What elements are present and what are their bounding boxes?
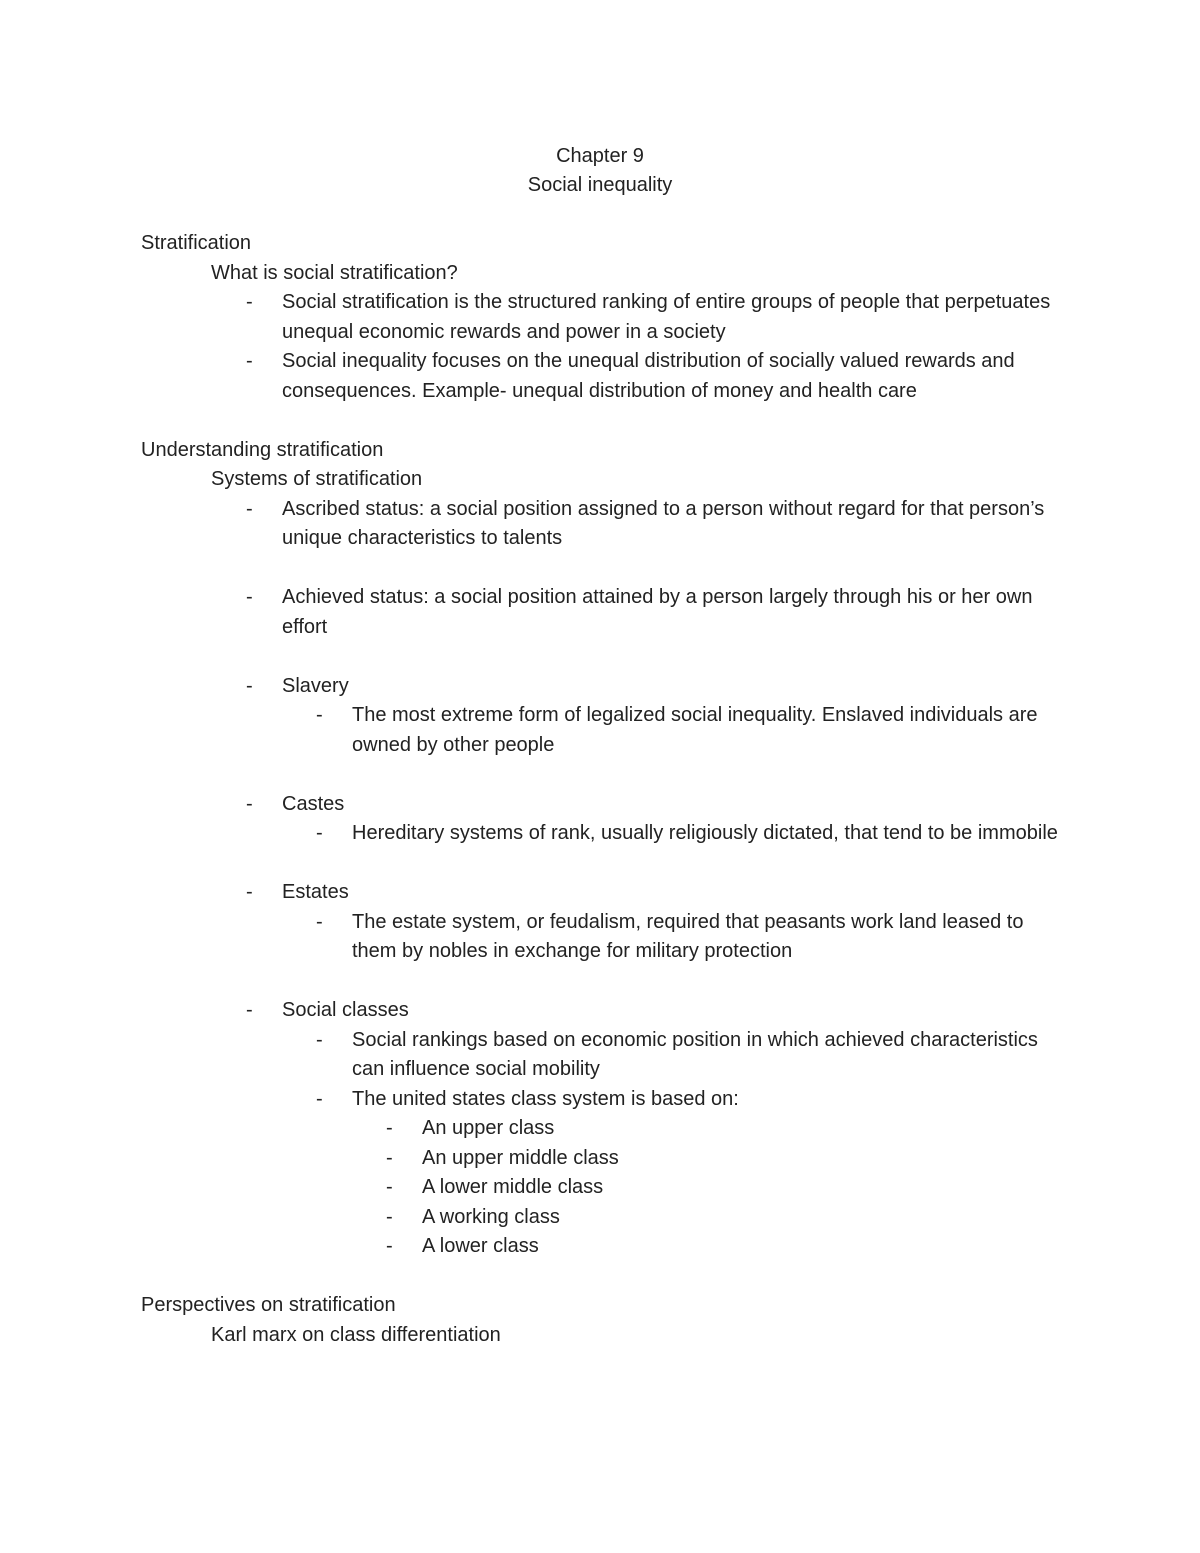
dash-bullet: -: [386, 1235, 393, 1257]
spacer: [282, 967, 1081, 997]
list-item: [386, 1173, 1081, 1203]
dash-bullet: -: [316, 1028, 323, 1051]
list-item-text: Castes: [282, 792, 345, 815]
document-title-block: [0, 142, 1200, 200]
list-item-text: The estate system, or feudalism, required that peasants work land leased to them by nobles in exchange for military protection: [352, 910, 1024, 962]
subheading-systems: Systems of stratification: [211, 468, 423, 490]
dash-bullet: -: [316, 822, 323, 844]
castes-sublist: [282, 819, 1081, 849]
dash-bullet: -: [386, 1176, 393, 1198]
subheading-karl-marx: Karl marx on class differentiation: [211, 1323, 501, 1346]
dash-bullet: -: [316, 1087, 323, 1110]
section-heading-perspectives: Perspectives on stratification: [141, 1294, 396, 1316]
us-class-list: [352, 1114, 1081, 1262]
list-item-text: Hereditary systems of rank, usually religiously dictated, that tend to be immobile: [352, 822, 1058, 844]
list-item: [246, 288, 1081, 347]
document-body: [141, 229, 1081, 1350]
list-item-text: Ascribed status: a social position assigned to a person without regard for that person’s unique characteristics to talents: [282, 497, 1045, 549]
list-item-text: Social rankings based on economic position in which achieved characteristics can influence social mobility: [352, 1028, 1038, 1080]
list-item-text: Estates: [282, 881, 349, 903]
list-item-text: A lower class: [422, 1235, 539, 1257]
spacer: [141, 406, 1081, 436]
social-classes-sublist: [282, 1026, 1081, 1262]
stratification-list: [141, 288, 1081, 406]
list-item-text: An upper class: [422, 1117, 555, 1139]
list-item-text: A lower middle class: [422, 1176, 604, 1198]
list-item: [386, 1114, 1081, 1144]
section-heading-stratification: Stratification: [141, 232, 252, 254]
list-item-ascribed: [246, 495, 1081, 554]
dash-bullet: -: [316, 704, 323, 726]
subheading-what-is-stratification: What is social stratification?: [211, 261, 458, 284]
list-item-text: A working class: [422, 1205, 560, 1228]
list-item: [316, 908, 1081, 967]
dash-bullet: -: [316, 910, 323, 933]
slavery-sublist: [282, 701, 1081, 760]
chapter-label: Chapter 9: [556, 145, 644, 167]
list-item-estates: [246, 878, 1081, 967]
list-item: [316, 1085, 1081, 1262]
dash-bullet: -: [246, 350, 253, 372]
dash-bullet: -: [386, 1205, 393, 1228]
list-item: [386, 1203, 1081, 1233]
list-item-text: Social classes: [282, 999, 409, 1021]
list-item-slavery: [246, 672, 1081, 761]
list-item-text: Social inequality focuses on the unequal distribution of socially valued rewards and consequences. Example- unequal distribution of money and health care: [282, 350, 1015, 402]
dash-bullet: -: [246, 999, 253, 1021]
spacer: [282, 849, 1081, 879]
document-title: Social inequality: [527, 174, 673, 196]
dash-bullet: -: [246, 674, 253, 697]
list-item-text: The most extreme form of legalized social inequality. Enslaved individuals are owned by other people: [352, 704, 1038, 756]
list-item-text: Achieved status: a social position attained by a person largely through his or her own effort: [282, 586, 1033, 638]
list-item: [316, 701, 1081, 760]
spacer: [282, 760, 1081, 790]
spacer: [141, 1262, 1081, 1292]
list-item-social-classes: [246, 996, 1081, 1262]
dash-bullet: -: [246, 881, 253, 903]
list-item-text: The united states class system is based on:: [352, 1087, 739, 1110]
spacer: [282, 642, 1081, 672]
list-item-text: Slavery: [282, 674, 349, 697]
dash-bullet: -: [246, 291, 253, 313]
list-item-text: Social stratification is the structured ranking of entire groups of people that perpetuates unequal economic rewards and power in a society: [282, 291, 1051, 343]
dash-bullet: -: [386, 1117, 393, 1139]
list-item-achieved: [246, 583, 1081, 642]
list-item: [316, 1026, 1081, 1085]
estates-sublist: [282, 908, 1081, 967]
list-item: [246, 347, 1081, 406]
dash-bullet: -: [246, 586, 253, 608]
dash-bullet: -: [386, 1146, 393, 1169]
systems-list: [141, 495, 1081, 1262]
list-item-castes: [246, 790, 1081, 849]
dash-bullet: -: [246, 792, 253, 815]
dash-bullet: -: [246, 497, 253, 520]
list-item: [386, 1232, 1081, 1262]
section-heading-understanding: Understanding stratification: [141, 438, 384, 461]
spacer: [282, 554, 1081, 584]
list-item: [386, 1144, 1081, 1174]
list-item-text: An upper middle class: [422, 1146, 619, 1169]
list-item: [316, 819, 1081, 849]
